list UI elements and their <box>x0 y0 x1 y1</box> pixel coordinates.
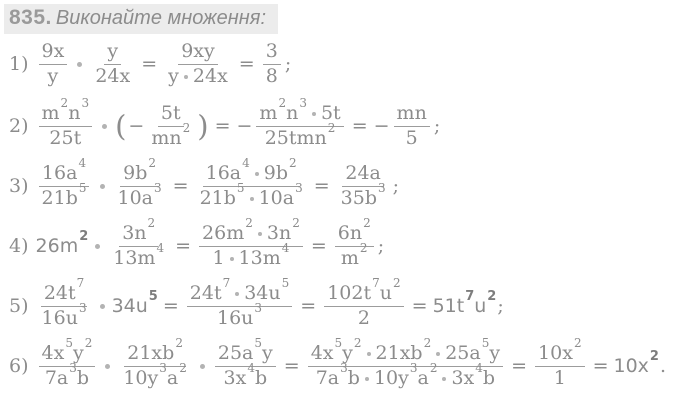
item-number: 3) <box>9 175 29 197</box>
equation-line-5 <box>9 276 695 336</box>
fraction-denominator: $13m^4$ <box>113 241 165 269</box>
fraction <box>165 41 231 88</box>
exponent: 5 <box>236 181 245 196</box>
exponent: 3 <box>78 301 87 316</box>
exponent: 2 <box>148 156 157 171</box>
multiplication-dot-icon <box>95 244 100 249</box>
equals-sign: = <box>175 235 192 257</box>
exercise-number: 835. <box>9 6 52 29</box>
fraction-denominator: 1 $13m^4$ <box>212 241 290 269</box>
equation-line-1 <box>9 32 695 96</box>
fraction <box>256 96 343 150</box>
fraction-numerator: $3n^2$ <box>119 223 158 247</box>
fraction-denominator: $10y^3a^2$ <box>123 361 187 389</box>
equals-sign: = <box>310 235 327 257</box>
fraction-denominator: $16u^3$ <box>216 301 263 329</box>
monomial: $34u^5$ <box>111 288 158 317</box>
fraction-numerator: $21xb^2$ <box>124 343 186 367</box>
item-number: 2) <box>9 115 29 137</box>
exponent: 2 <box>79 228 89 244</box>
fraction-denominator: $35b^3$ <box>340 181 386 209</box>
exponent: 3 <box>299 96 307 111</box>
fraction-denominator: $7a^3b$ $10y^3a^2$ $3x^4b$ <box>315 361 496 389</box>
fraction-numerator: mn <box>394 103 430 127</box>
exercise-title: Виконайте множення: <box>55 7 267 29</box>
fraction-numerator: $4x^5y^2$ <box>39 343 96 367</box>
exponent: 2 <box>84 336 93 351</box>
fraction <box>39 276 90 330</box>
equation-line-6 <box>9 336 695 396</box>
fraction-denominator: $21b^5$ $10a^3$ <box>199 181 303 209</box>
punctuation: ; <box>284 53 292 75</box>
exponent: 3 <box>81 96 90 111</box>
fraction <box>215 336 276 390</box>
item-number: 6) <box>9 355 29 377</box>
exponent: 2 <box>359 241 368 256</box>
equation-line-3 <box>9 156 695 216</box>
multiplication-dot-icon <box>312 112 316 116</box>
multiplication-dot-icon <box>105 364 110 369</box>
exponent: 2 <box>289 156 297 171</box>
monomial: $51t^7u^2$ <box>432 288 497 317</box>
punctuation: . <box>659 355 667 377</box>
exponent: 2 <box>429 361 438 376</box>
fraction-numerator: $4x^5y^2$ $21xb^2$ $25a^5y$ <box>308 343 503 367</box>
minus-sign: − <box>236 115 253 137</box>
multiplication-dot-icon <box>367 352 371 356</box>
exponent: 3 <box>409 361 418 376</box>
fraction-numerator: 5t <box>158 103 184 127</box>
fraction-numerator: 3 <box>263 41 281 65</box>
exponent: 2 <box>175 336 183 351</box>
fraction-denominator: $10a^3$ <box>117 181 162 209</box>
fraction-numerator: y <box>104 41 121 65</box>
minus-sign: − <box>373 115 390 137</box>
exponent: 4 <box>156 241 165 256</box>
fraction-denominator: $mn^2$ <box>151 121 191 149</box>
multiplication-dot-icon <box>365 377 369 381</box>
exponent: 7 <box>76 276 85 291</box>
fraction-numerator: $102t^7u^2$ <box>324 283 403 307</box>
multiplication-dot-icon <box>255 172 259 176</box>
exercise-header <box>0 0 695 32</box>
fraction-numerator: $26m^2$ $3n^2$ <box>199 223 303 247</box>
punctuation: ; <box>392 175 400 197</box>
exponent: 4 <box>78 156 87 171</box>
multiplication-dot-icon <box>258 232 262 236</box>
fraction-denominator: 2 <box>357 306 370 329</box>
fraction-numerator: $m^2n^3$ <box>39 103 93 127</box>
exponent: 4 <box>242 156 250 171</box>
fraction-numerator: $10x^2$ <box>535 343 585 367</box>
item-number: 4) <box>9 235 29 257</box>
punctuation: ; <box>377 235 385 257</box>
exponent: 2 <box>147 216 156 231</box>
exponent: 2 <box>487 288 497 304</box>
equals-sign: = <box>411 295 428 317</box>
fraction-numerator: 9xy <box>178 41 218 65</box>
equation-line-4 <box>9 216 695 276</box>
exponent: 2 <box>353 336 362 351</box>
multiplication-dot-icon <box>102 124 107 129</box>
fraction-numerator: $16a^4$ <box>39 163 89 187</box>
fraction <box>39 156 90 210</box>
exponent: 2 <box>573 336 582 351</box>
fraction-denominator: 5 <box>405 126 418 149</box>
fraction <box>115 156 165 210</box>
minus-sign: − <box>128 115 145 137</box>
fraction-denominator: $3x^4b$ <box>223 361 268 389</box>
multiplication-dot-icon <box>250 197 254 201</box>
exponent: 2 <box>363 216 371 231</box>
fraction-numerator: $9b^2$ <box>120 163 159 187</box>
monomial: $10x^2$ <box>613 348 659 377</box>
equals-sign: = <box>300 295 317 317</box>
exponent: 5 <box>65 336 73 351</box>
fraction-numerator: $24t^7$ $34u^5$ <box>187 283 293 307</box>
exponent: 4 <box>475 361 483 376</box>
fraction <box>394 103 430 150</box>
fraction-numerator: $m^2n^3$ 5t <box>256 103 343 127</box>
fraction <box>535 336 585 390</box>
exponent: 3 <box>377 181 386 196</box>
multiplication-dot-icon <box>77 62 82 67</box>
fraction <box>338 163 389 210</box>
solution-lines <box>0 32 695 396</box>
fraction <box>197 156 306 210</box>
exponent: 3 <box>69 361 77 376</box>
exponent: 2 <box>245 216 253 231</box>
fraction <box>335 216 374 270</box>
fraction <box>324 276 403 330</box>
exponent: 3 <box>340 361 348 376</box>
exponent: 7 <box>372 276 380 291</box>
multiplication-dot-icon <box>184 75 188 79</box>
header-highlight <box>4 4 278 34</box>
item-number: 5) <box>9 295 29 317</box>
fraction-denominator: 24x <box>95 64 131 87</box>
equals-sign: = <box>511 355 528 377</box>
exponent: 2 <box>60 96 69 111</box>
exponent: 4 <box>281 241 290 256</box>
fraction-numerator: $6n^2$ <box>335 223 374 247</box>
fraction <box>187 276 293 330</box>
exponent: 3 <box>295 181 303 196</box>
equals-sign: = <box>351 115 368 137</box>
fraction <box>148 103 193 150</box>
fraction-numerator: $16a^4$ $9b^2$ <box>203 163 300 187</box>
fraction-numerator: 24a <box>342 163 384 187</box>
fraction <box>110 216 167 270</box>
fraction-denominator: $16u^3$ <box>41 301 87 329</box>
exponent: 5 <box>78 181 87 196</box>
exponent: 5 <box>334 336 343 351</box>
exponent: 5 <box>254 336 263 351</box>
fraction-denominator: $21b^5$ <box>41 181 87 209</box>
exponent: 2 <box>649 348 659 364</box>
fraction-numerator: 9x <box>39 41 68 65</box>
exponent: 4 <box>247 361 255 376</box>
fraction-denominator: 1 <box>553 366 566 389</box>
exponent: 2 <box>423 336 432 351</box>
multiplication-dot-icon <box>230 257 234 261</box>
exponent: 2 <box>327 121 336 136</box>
fraction-denominator: 25tmn$^2$ <box>264 121 336 149</box>
exponent: 3 <box>159 361 167 376</box>
fraction-denominator: $7a^3b$ <box>44 361 90 389</box>
exponent: 2 <box>292 216 300 231</box>
equals-sign: = <box>238 53 255 75</box>
monomial: $26m^2$ <box>35 228 89 257</box>
fraction-numerator: $24t^7$ <box>41 283 87 307</box>
equals-sign: = <box>592 355 609 377</box>
fraction-denominator: 25t <box>49 126 82 149</box>
exponent: 3 <box>154 181 162 196</box>
multiplication-dot-icon <box>200 364 205 369</box>
multiplication-dot-icon <box>100 304 105 309</box>
exponent: 7 <box>222 276 231 291</box>
multiplication-dot-icon <box>436 352 440 356</box>
exponent: 5 <box>281 276 290 291</box>
fraction <box>308 336 503 390</box>
fraction-denominator: y 24x <box>168 64 228 87</box>
exponent: 2 <box>278 96 287 111</box>
exponent: 5 <box>481 336 490 351</box>
exponent: 7 <box>465 288 475 304</box>
fraction <box>263 41 281 88</box>
exponent: 2 <box>182 121 191 136</box>
fraction-denominator: $m^2$ <box>340 241 368 269</box>
equals-sign: = <box>283 355 300 377</box>
fraction <box>120 336 190 390</box>
fraction-numerator: $25a^5y$ <box>215 343 276 367</box>
multiplication-dot-icon <box>100 184 105 189</box>
multiplication-dot-icon <box>442 377 446 381</box>
equation-line-2: 2) $\frac{m^2n^3}{25t}$ ( − $\frac{5t}{mn^2}$ ) = − $\frac{m^2n^3 5t}{25tmn^2}$ = − $\frac{mn}{5}$ ; <box>9 96 441 149</box>
fraction <box>39 336 96 390</box>
equals-sign: = <box>162 295 179 317</box>
equals-sign: = <box>313 175 330 197</box>
exponent: 2 <box>179 361 187 376</box>
equals-sign: = <box>141 53 158 75</box>
exponent: 5 <box>148 288 158 304</box>
equals-sign: = <box>172 175 189 197</box>
punctuation: ; <box>497 295 504 317</box>
fraction-denominator: y <box>47 64 59 87</box>
exponent: 3 <box>254 301 263 316</box>
exponent: 2 <box>393 276 401 291</box>
fraction <box>39 96 93 150</box>
multiplication-dot-icon <box>235 292 239 296</box>
fraction <box>92 41 133 88</box>
equals-sign: = <box>214 115 231 137</box>
fraction <box>199 216 303 270</box>
item-number: 1) <box>9 53 29 75</box>
fraction-denominator: 8 <box>265 64 278 87</box>
fraction <box>39 41 68 88</box>
punctuation: ; <box>433 115 441 137</box>
